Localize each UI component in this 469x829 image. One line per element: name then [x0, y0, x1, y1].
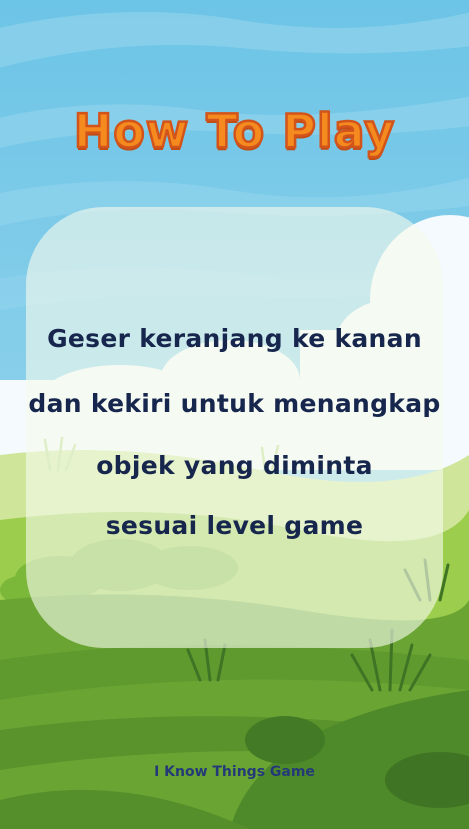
game-credit: I Know Things Game [154, 764, 315, 780]
page-title: How To Play [73, 104, 396, 158]
dark-bush [245, 716, 325, 764]
instruction-line-1: Geser keranjang ke kanan [47, 324, 422, 353]
instruction-line-2: dan kekiri untuk menangkap [28, 389, 441, 418]
instruction-panel [26, 207, 443, 648]
instruction-line-3: objek yang diminta [96, 451, 373, 480]
instruction-line-4: sesuai level game [105, 511, 364, 540]
